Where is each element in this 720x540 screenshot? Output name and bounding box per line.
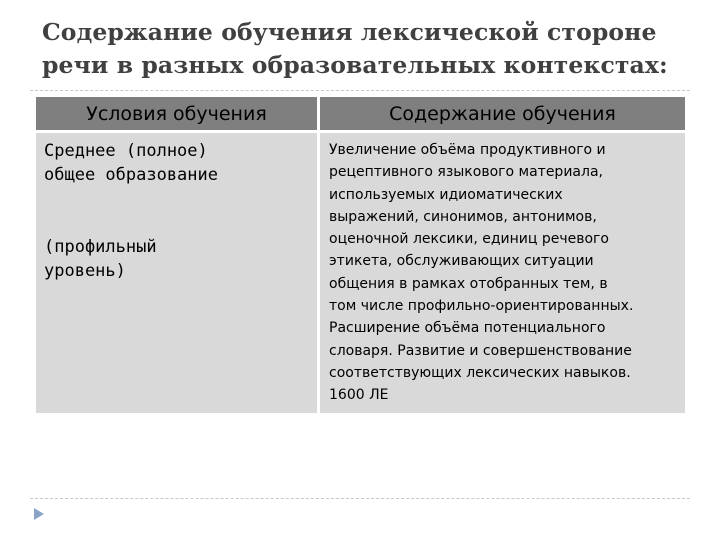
paragraph-spacer (44, 187, 309, 235)
content-line: 1600 ЛЕ (329, 387, 389, 404)
content-line: этикета, обслуживающих ситуации (329, 253, 594, 270)
bottom-divider (30, 498, 690, 499)
conditions-line: Среднее (полное) (44, 141, 208, 161)
conditions-line: уровень) (44, 261, 126, 281)
content-line: выражений, синонимов, антонимов, (329, 208, 597, 225)
header-content: Содержание обучения (320, 97, 685, 133)
content-line: Расширение объёма потенциального (329, 320, 606, 337)
content-line: том числе профильно-ориентированных. (329, 298, 634, 315)
content-line: словаря. Развитие и совершенствование (329, 342, 632, 359)
conditions-paragraph-2 (44, 235, 309, 283)
slide-title (42, 16, 692, 82)
top-divider (30, 90, 690, 91)
content-table (36, 97, 685, 413)
content-line: соответствующих лексических навыков. (329, 364, 631, 381)
table-row (36, 133, 685, 413)
header-conditions: Условия обучения (36, 97, 320, 133)
content-line: общения в рамках отобранных тем, в (329, 275, 608, 292)
triangle-right-icon (34, 508, 44, 520)
content-line: Увеличение объёма продуктивного и (329, 142, 606, 158)
slide-title-line-1: Содержание обучения лексической стороне (42, 18, 657, 46)
content-line: рецептивного языкового материала, (329, 164, 603, 181)
content-line: оценочной лексики, единиц речевого (329, 231, 609, 248)
content-cell (320, 133, 685, 413)
slide-title-line-2: речи в разных образовательных контекстах: (42, 51, 668, 79)
table-header-row (36, 97, 685, 133)
conditions-paragraph-1 (44, 139, 309, 187)
conditions-line: (профильный (44, 237, 157, 257)
conditions-cell (36, 133, 320, 413)
conditions-line: общее образование (44, 165, 218, 185)
content-line: используемых идиоматических (329, 186, 563, 203)
